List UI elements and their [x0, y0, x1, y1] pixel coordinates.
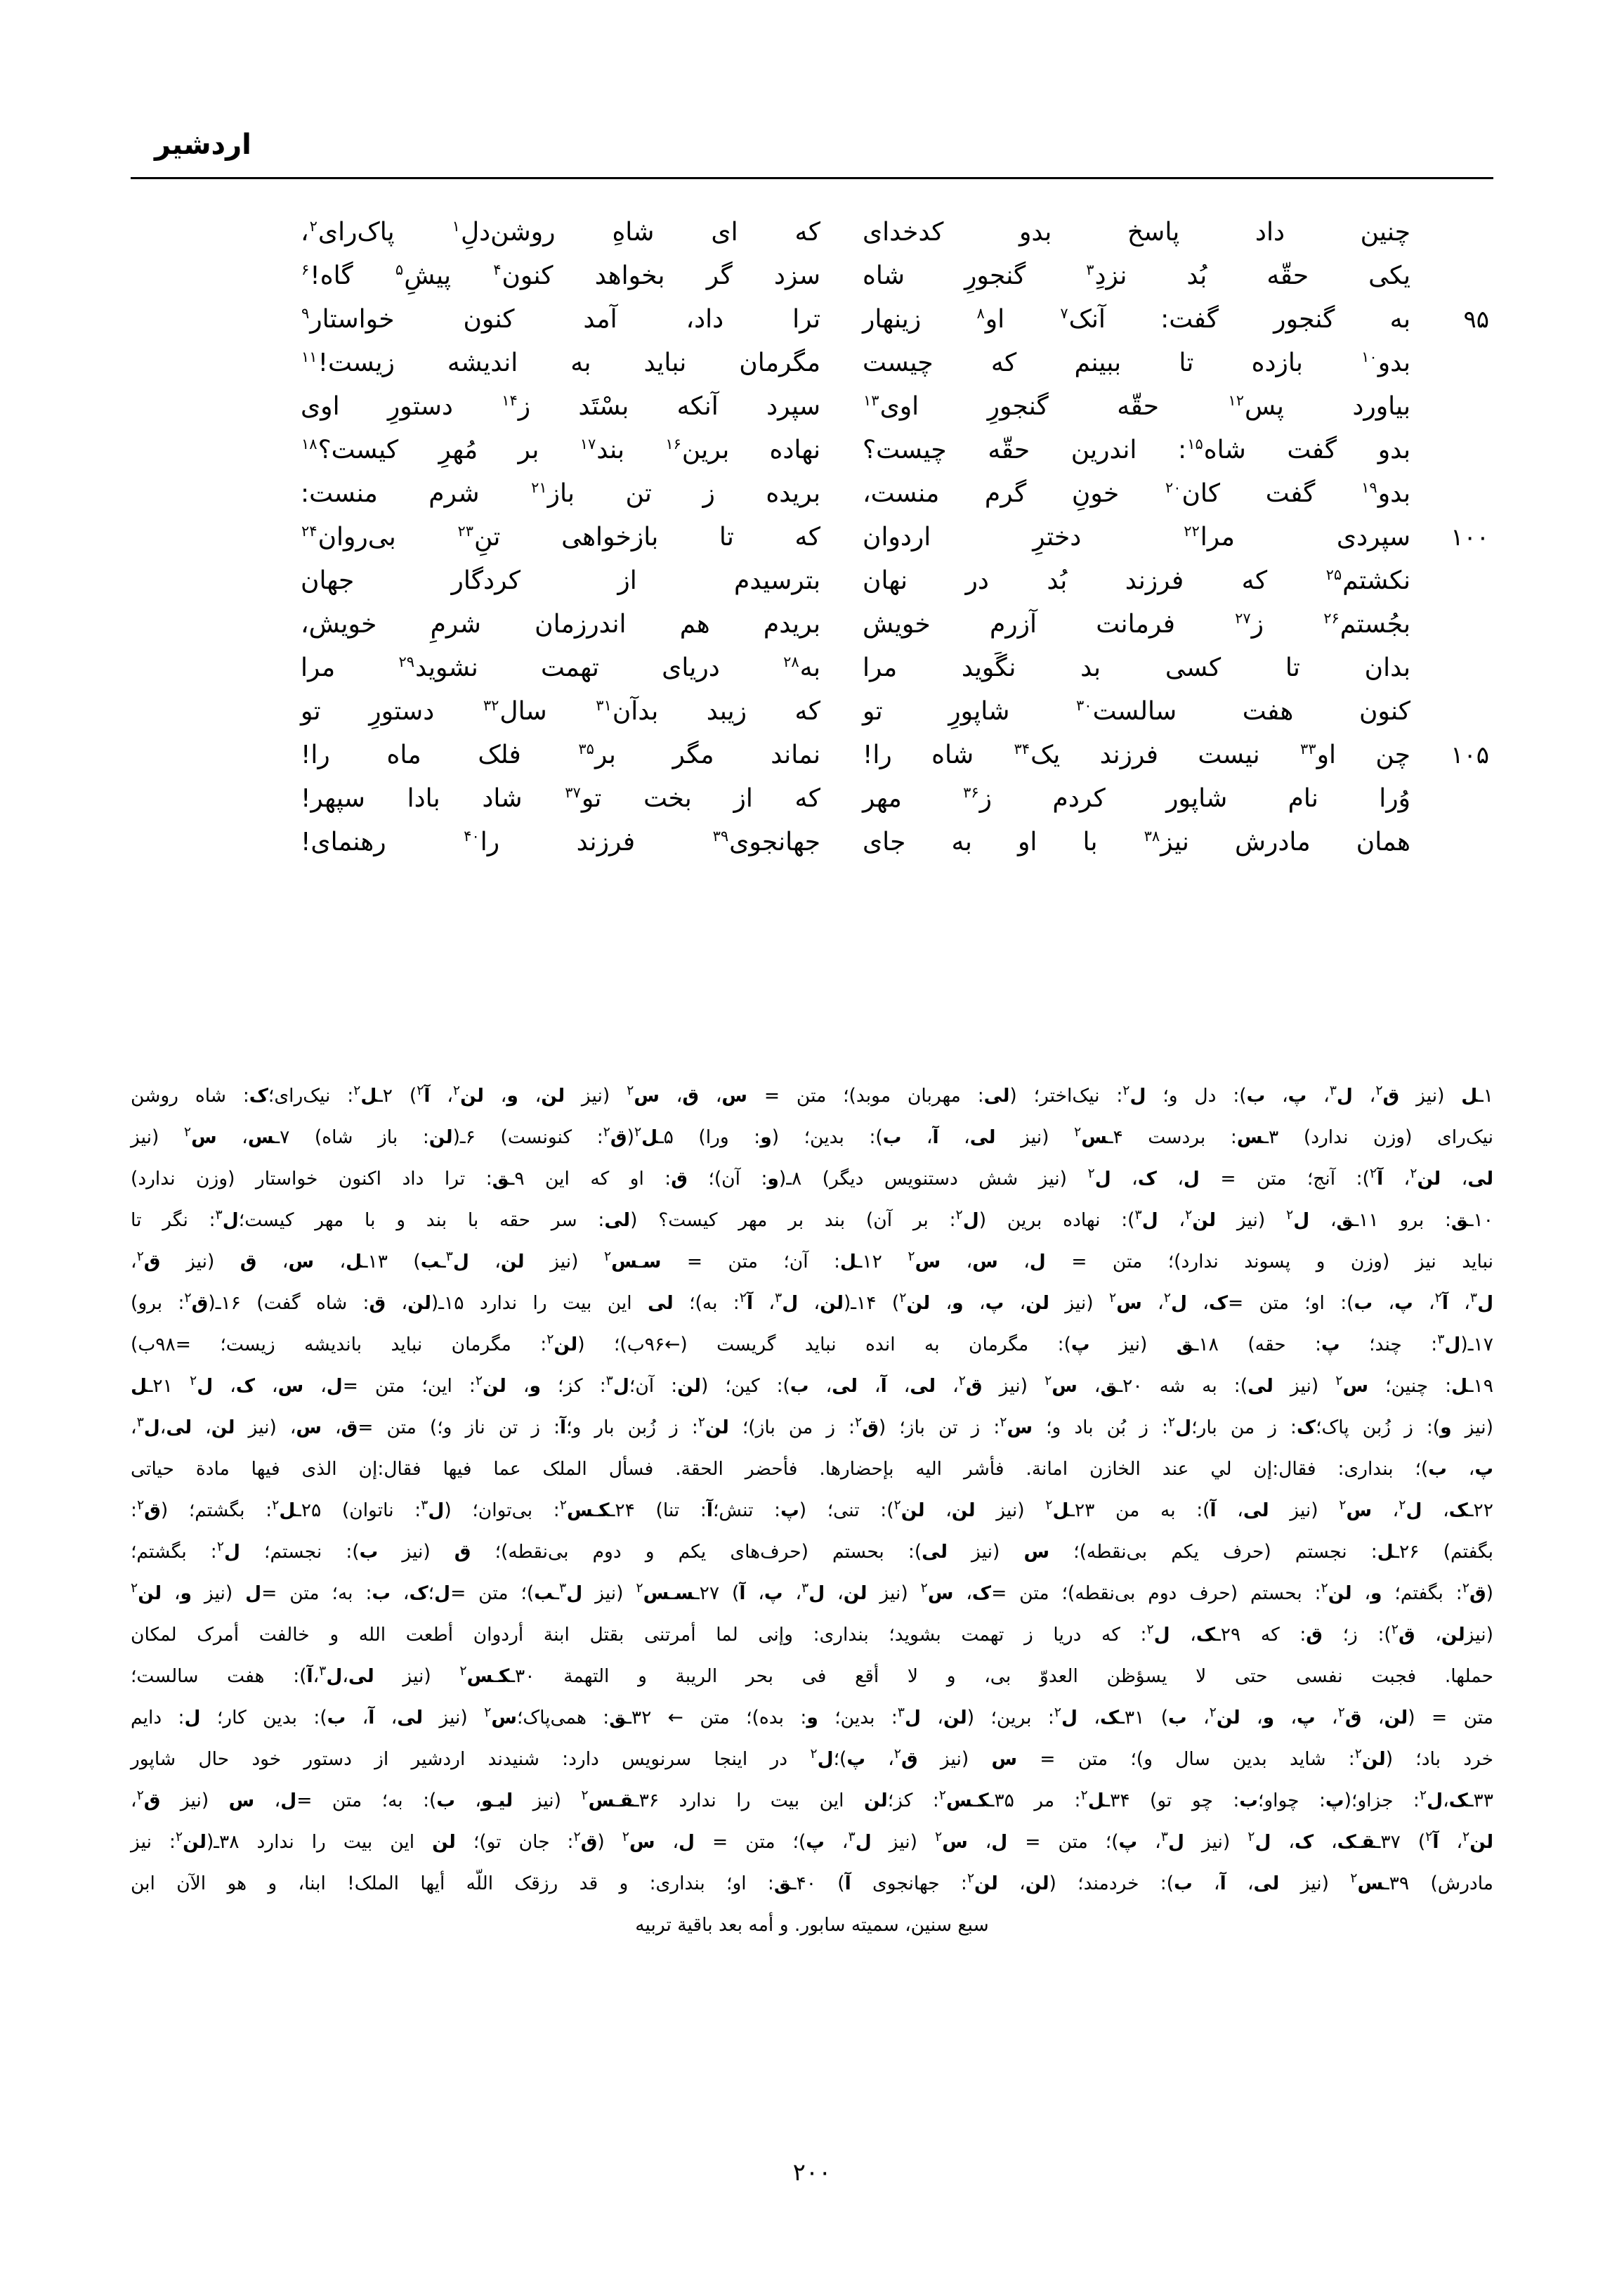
hemistich-first: نکشتم$^{۲۵}$ که فرزند بُد در نهان — [863, 566, 1410, 595]
apparatus-line: (نیزلن، ق$^۲$): ز؛ ق: که ۲۹ـک، ل$^۲$: که دریا ز تهمت بشوید؛ بنداری: وإنی لما أمرتنی بقتل ابنة أردوان أطعت الله و خالفت أمرک لمکان — [131, 1622, 1493, 1646]
hemistich-second: بریده ز تن باز$^{۲۱}$ شرم منست: — [301, 479, 820, 508]
apparatus-line: سبع سنين، سميته سابور. و أمه بعد باقية تربيه — [635, 1914, 989, 1936]
apparatus-line: ل$^۳$، آ$^۲$، پ، ب): او؛ متن =ک، ل$^۲$، س$^۲$ (نیز لن، پ، و، لن$^۲$) ۱۴ـ(لن، ل$^۳$، آ$^۲$: به)؛ لی این بیت را ندارد ۱۵ـ(لن، ق: شاه گفت) ۱۶ـ(ق$^۲$: برو) — [131, 1290, 1494, 1314]
apparatus-line: ۲۲ـک، ل$^۲$، س$^۲$ (نیز لی، آ): به من ۲۳ـل$^۲$ (نیز لن، لن$^۲$): تنی؛ (پ: تنش؛آ: تنا) ۲۴ـکـس$^۲$: بی‌توان؛ (ل$^۳$: ناتوان) ۲۵ـل$^۲$: بگشتم؛ (ق$^۲$: — [131, 1497, 1494, 1521]
verse-line — [131, 211, 1493, 254]
verse-line — [131, 603, 1493, 646]
verse-line — [131, 559, 1493, 603]
apparatus-line: ۱۰ـق: برو ۱۱ـق، ل$^۲$ (نیز لن$^۲$، ل$^۳$): نهاده برین (ل$^۲$: بر آن) بند بر مهر کیست؟ (لی: سر حقه با بند و با مهر کیست؛ل$^۳$: نگر تا — [131, 1207, 1494, 1231]
hemistich-first: وُرا نام شاپور کردم ز$^{۳۶}$ مهر — [863, 784, 1410, 813]
verse-line — [131, 734, 1493, 777]
verse-line — [131, 821, 1493, 864]
hemistich-first: چن او$^{۳۳}$ نیست فرزند یک$^{۳۴}$ شاه را! — [863, 741, 1410, 769]
verse-line — [131, 516, 1493, 559]
apparatus-line: متن = (لن، ق$^۲$، پ، و، لن$^۲$، ب) ۳۱ـک، ل$^۲$: برین؛ (لن، ل$^۳$: بدین؛ و: بده)؛ متن ← ۳۲ـق: همی‌پاک؛س$^۲$ (نیز لی، آ، ب): بدین کار؛ ل: دایم — [131, 1705, 1493, 1728]
hemistich-first: چنین داد پاسخ بدو کدخدای — [863, 218, 1410, 247]
hemistich-second: که ای شاهِ روشن‌دلِ$^۱$ پاک‌رای$^۲$، — [301, 218, 820, 247]
hemistich-second: نماند مگر بر$^{۳۵}$ فلک ماه را! — [301, 741, 821, 769]
hemistich-second: سپرد آنکه بسْتَد ز$^{۱۴}$ دستورِ اوی — [301, 392, 821, 421]
hemistich-second: که از بخت تو$^{۳۷}$ شاد بادا سپهر! — [301, 784, 820, 813]
hemistich-second: بریدم هم اندرزمان شرمِ خویش، — [301, 610, 820, 639]
hemistich-second: به$^{۲۸}$ دریای تهمت نشوید$^{۲۹}$ مرا — [301, 653, 820, 682]
verse-line — [131, 385, 1493, 429]
hemistich-second: که زیبد بدآن$^{۳۱}$ سال$^{۳۲}$ دستورِ تو — [301, 697, 820, 726]
verse-line — [131, 472, 1493, 516]
apparatus-line: بگفتم) ۲۶ـل: نجستم (حرف یکم بی‌نقطه)؛ س (نیز لی): بحستم (حرف‌های یکم و دوم بی‌نقطه)؛ ق (نیز ب): نجستم؛ ل$^۲$: بگشتم؛ — [131, 1539, 1493, 1563]
apparatus-line: لن$^۲$، آ$^۲$) ۳۷ـقـک، ک، ل$^۲$ (نیز ل$^۳$، پ)؛ متن = ل، س$^۲$ (نیز ل$^۳$، پ)؛ متن = ل، س$^۲$ (ق$^۲$: جان تو)؛ لن این بیت را ندارد ۳۸ـ(لن$^۲$: نیز — [131, 1829, 1494, 1853]
apparatus-line: ۱۷ـ(ل$^۳$: چند؛ پ: حقه) ۱۸ـق (نیز پ): مگرمان به انده نباید گریست (←۹۶ب)؛ (لن$^۲$: مگرمان نباید باندیشه زیست؛ =۹۸ب) — [131, 1331, 1493, 1355]
hemistich-first: بدان تا کسی بد نگَوید مرا — [863, 653, 1410, 682]
hemistich-second: بترسیدم از کردگار جهان — [301, 566, 820, 595]
apparatus-line: حملها. فجبت نفسی حتی لا يسؤظن العدوّ بی، و لا أقع فی بحر الريبة و التهمة ۳۰ـکـس$^۲$ (نیز لی،ل$^۳$،آ): هفت سالست؛ — [131, 1663, 1493, 1687]
hemistich-second: جهانجوی$^{۳۹}$ فرزند را$^{۴۰}$ رهنمای! — [301, 828, 820, 857]
apparatus-line: نباید نیز (وزن و پسوند ندارد)؛ متن = ل، س، س$^۲$ ۱۲ـل: آن؛ متن = سـس$^۲$ (نیز لن، ل$^۳$ـب) ۱۳ـل، س، ق (نیز ق$^۲$، — [131, 1249, 1493, 1272]
verse-line-number: ۹۵ — [1463, 306, 1489, 334]
hemistich-second: که تا بازخواهی تنِ$^{۲۳}$ بی‌روان$^{۲۴}$ — [301, 523, 820, 552]
verse-line — [131, 429, 1493, 472]
apparatus-line: ۳۳ـک،ل$^۲$: جزاو؛(پ: چواو؛ب: چو تو) ۳۴ـل$^۲$: مر ۳۵ـکـس$^۲$: کز؛لن این بیت را ندارد ۳۶ـقـس$^۲$ (نیز لیـو، ب): به؛ متن =ل، س (نیز ق$^۲$، — [131, 1788, 1493, 1811]
verse-line — [131, 254, 1493, 298]
hemistich-first: بدو گفت شاه$^{۱۵}$: اندرین حقّه چیست؟ — [863, 436, 1410, 464]
hemistich-second: سزد گر بخواهد کنون$^۴$ پیشِ$^۵$ گاه!$^۶$ — [301, 261, 820, 290]
header-divider-rule — [131, 177, 1493, 179]
hemistich-first: همان مادرش نیز$^{۳۸}$ با او به جای — [863, 828, 1410, 857]
folio-number: ۲۰۰ — [792, 2158, 832, 2187]
verse-line-number: ۱۰۰ — [1451, 523, 1489, 552]
hemistich-first: به گنجور گفت: آنک$^۷$ او$^۸$ زینهار — [863, 305, 1410, 334]
hemistich-second: نهاده برین$^{۱۶}$ بند$^{۱۷}$ بر مُهرِ کیست؟$^{۱۸}$ — [301, 436, 820, 464]
verse-line — [131, 690, 1493, 734]
hemistich-first: سپردی مرا$^{۲۲}$ دخترِ اردوان — [863, 523, 1410, 552]
apparatus-line: (نیز و): ز زُبن پاک؛ک: ز من بار؛ل$^۲$: ز بُن باد و؛ س$^۲$: ز تن باز؛ (ق$^۲$: ز من باز)؛ لن$^۲$: ز زُبن بار و؛آ: ز تن ناز و؛) متن =ق، س، (نیز لن، لی،ل$^۳$، — [131, 1414, 1493, 1438]
hemistich-first: بیاورد پس$^{۱۲}$ حقّه گنجورِ اوی$^{۱۳}$ — [863, 392, 1410, 421]
verse-line — [131, 777, 1493, 821]
apparatus-line: ۱۹ـل: چنین؛ س$^۲$ (نیز لی): به شه ۲۰ـق، س$^۲$ (نیز ق$^۲$، لی، آ، لی، ب): کین؛ (لن: آن؛ل$^۳$: کز؛ و، لن$^۲$: این؛ متن =ل، س، ک، ل$^۲$ ۲۱ـل — [131, 1373, 1494, 1397]
apparatus-line: خرد باد؛ (لن$^۲$: شاید بدین سال و)؛ متن = س (نیز ق$^۲$، پ)؛ل$^۲$ در اینجا سرنویس دارد: شنیدند اردشیر از دستور خود حال شاپور — [131, 1746, 1493, 1770]
page-header — [131, 131, 1493, 180]
hemistich-second: مگرمان نباید به اندیشه زیست!$^{۱۱}$ — [301, 349, 820, 377]
hemistich-first: بدو$^{۱۰}$ بازده تا ببینم که چیست — [863, 349, 1410, 377]
verse-line — [131, 646, 1493, 690]
apparatus-line: مادرش) ۳۹ـس$^۲$ (نیز لی، آ، ب): خردمند؛ (لن، لن$^۲$: جهانجوی آ) ۴۰ـق: او؛ بنداری: و قد رزقک اللّه أيها الملک! ابنا، و هو الآن ابن — [131, 1870, 1493, 1894]
verse-line — [131, 341, 1493, 385]
hemistich-first: کنون هفت سالست$^{۳۰}$ شاپورِ تو — [863, 697, 1410, 726]
apparatus-line: ۱ـل (نیز ق$^۲$، ل$^۳$، پ، ب): دل و؛ ل$^۲$: نیک‌اختر؛ (لی: مهربان موبد)؛ متن = س، ق، س$^۲$ (نیز لن، و، لن$^۲$، آ$^۲$) ۲ـل$^۲$: نیک‌رای؛ک: شاه روشن — [131, 1083, 1493, 1107]
apparatus-line: (ق$^۲$: بگفتم؛ و، لن$^۲$: بحستم (حرف دوم بی‌نقطه)؛ متن =ک، س$^۲$ (نیز لن، ل$^۳$، پ، آ) ۲۷ـسـس$^۲$ (نیز ل$^۳$ـب)؛ متن =ل؛ک، ب: به؛ متن =ل (نیز و، لن$^۲$ — [131, 1580, 1493, 1604]
verse-line-number: ۱۰۵ — [1451, 741, 1489, 769]
verse-block — [131, 211, 1493, 864]
apparatus-line: نیک‌رای (وزن ندارد) ۳ـس: بردست ۴ـس$^۲$ (نیز لی، آ، ب): بدین؛ (و: ورا) ۵ـل$^۲$(ق$^۲$: کنونست) ۶ـ(لن: باز شاه) ۷ـس، س$^۲$ (نیز — [131, 1124, 1493, 1148]
critical-apparatus — [131, 1075, 1493, 1946]
hemistich-first: بجُستم$^{۲۶}$ ز$^{۲۷}$ فرمانت آزرم خویش — [863, 610, 1410, 639]
hemistich-first: بدو$^{۱۹}$ گفت کان$^{۲۰}$ خونِ گرم منست، — [863, 479, 1411, 508]
hemistich-first: یکی حقّه بُد نزدِ$^۳$ گنجورِ شاه — [863, 261, 1410, 290]
apparatus-line: لی، لن$^۲$، آ$^۲$): آنج؛ متن = ل، ک، ل$^۲$ (نیز شش دستنویس دیگر) ۸ـ(و: آن)؛ ق: او که این ۹ـق: ترا داد اکنون خواستار (وزن ندارد) — [131, 1166, 1494, 1190]
running-head-title: اردشیر — [155, 129, 251, 161]
verse-line — [131, 298, 1493, 341]
hemistich-second: ترا داد، آمد کنون خواستار$^۹$ — [301, 305, 820, 334]
apparatus-line: پ، ب)؛ بنداری: فقال:إن لي عند الخازن امانة. فأشر اليه بإحضارها. فأحضر الحقة. فسأل الملک عما فيها فقال:إن الذی فيها مادة حياتی — [131, 1458, 1494, 1480]
